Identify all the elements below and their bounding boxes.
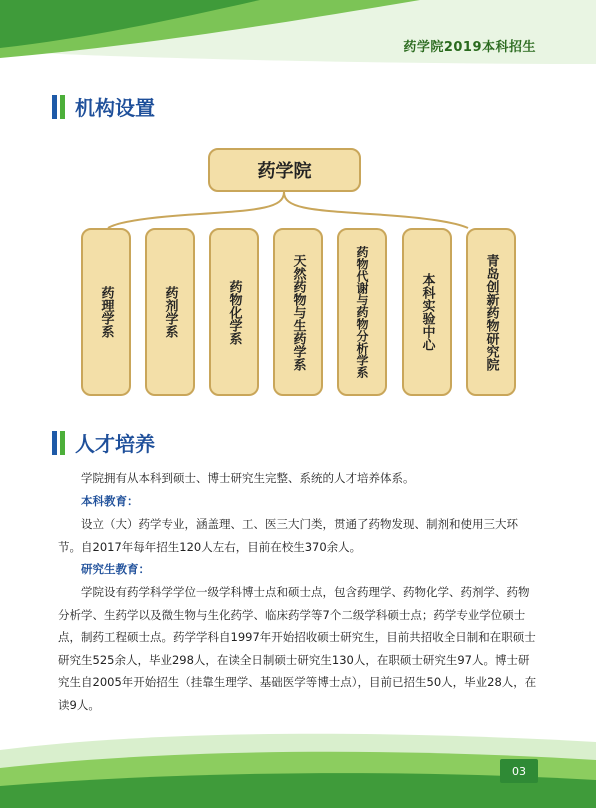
- dept-box: [402, 228, 452, 396]
- dept-label: 药理学系: [98, 286, 114, 338]
- section-marker-green: [60, 431, 65, 455]
- dept-box: [466, 228, 516, 396]
- undergrad-text: 设立（大）药学专业，涵盖理、工、医三大门类，贯通了药物发现、制剂和使用三大环节。自2017年每年招生120人左右，目前在校生370余人。: [58, 517, 518, 554]
- page-number: 03: [500, 759, 538, 783]
- section-marker-blue: [52, 95, 57, 119]
- org-root-label: 药学院: [257, 161, 312, 182]
- dept-box: [209, 228, 259, 396]
- dept-label: 本科实验中心: [419, 273, 435, 351]
- dept-box: [337, 228, 387, 396]
- section-marker-blue: [52, 431, 57, 455]
- dept-label: 药物代谢与药物分析学系: [355, 246, 369, 378]
- header-swoosh: [0, 0, 596, 70]
- header-title: 药学院2019本科招生: [403, 40, 536, 55]
- dept-label: 天然药物与生药学系: [290, 253, 306, 371]
- dept-box: [81, 228, 131, 396]
- section-title-talent: [52, 428, 155, 457]
- grad-text: 学院设有药学科学学位一级学科博士点和硕士点，包含药理学、药物化学、药剂学、药物分析学、生药学以及微生物与生化药学、临床药学等7个二级学科硕士点；药学专业学位硕士点，制药工程硕士点。药学学科自1997年开始招收硕士研究生，目前共招收全日制和在职硕士研究生525余人，毕业298人，在读全日制硕士研究生130人，在职硕士研究生97人。博士研究生自2005年开始招生（挂靠生理学、基础医学等博士点），目前已招生50人，毕业28人，在读9人。: [58, 585, 537, 712]
- dept-label: 青岛创新药物研究院: [483, 253, 499, 371]
- section-title-text: 人才培养: [75, 432, 155, 456]
- section-title-text: 机构设置: [75, 96, 155, 120]
- org-root-box: [208, 148, 361, 192]
- dept-box: [273, 228, 323, 396]
- undergrad-heading: 本科教育：: [81, 494, 139, 508]
- talent-intro: 学院拥有从本科到硕士、博士研究生完整、系统的人才培养体系。: [81, 471, 415, 485]
- section-title-org: [52, 92, 155, 121]
- grad-heading: 研究生教育：: [81, 562, 150, 576]
- dept-label: 药剂学系: [162, 286, 178, 338]
- dept-box: [145, 228, 195, 396]
- section-marker-green: [60, 95, 65, 119]
- dept-label: 药物化学系: [226, 279, 242, 345]
